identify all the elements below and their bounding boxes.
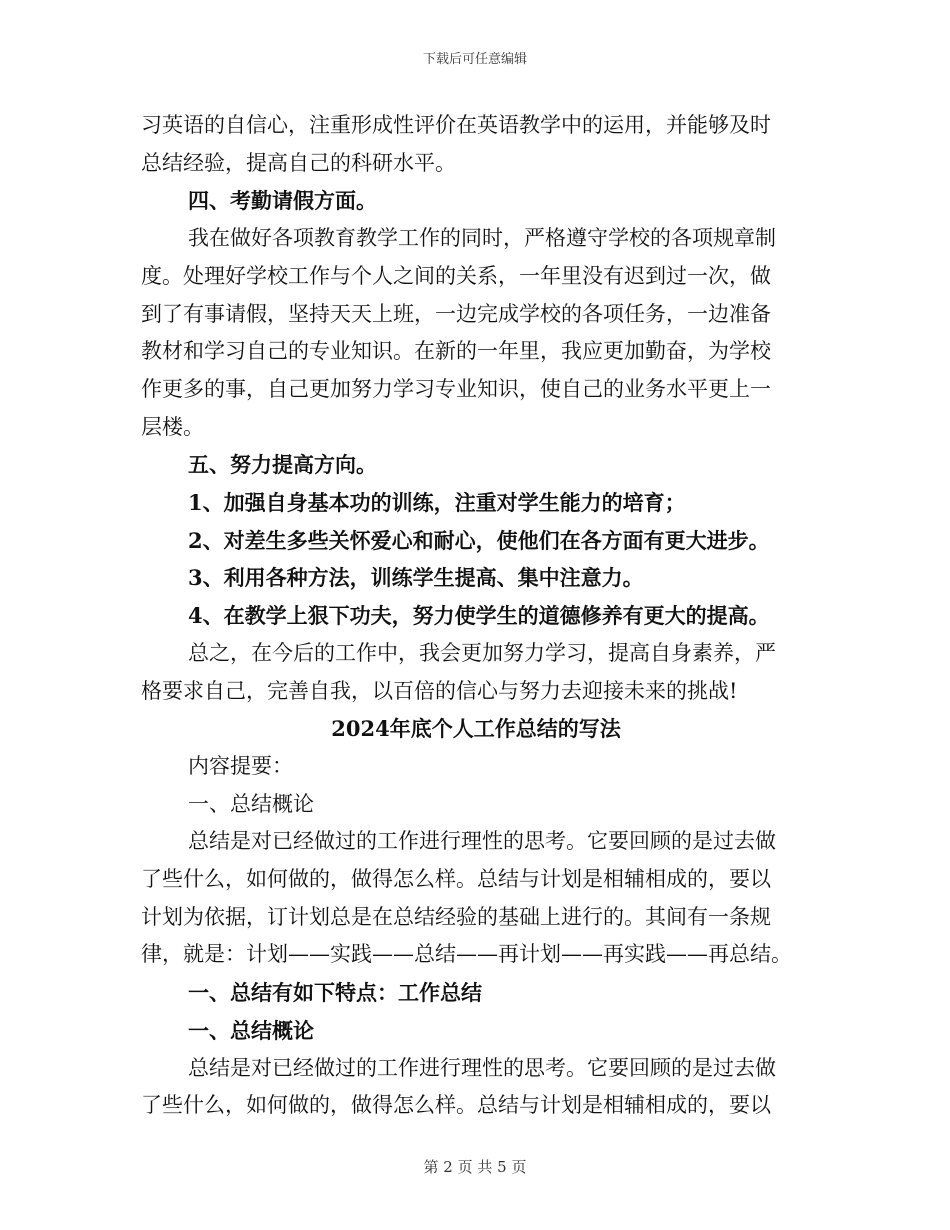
paragraph-line: 了些什么，如何做的，做得怎么样。总结与计划是相辅相成的，要以 — [141, 867, 771, 892]
document-body — [141, 107, 811, 1125]
list-item: 4、在教学上狠下功夫，努力使学生的道德修养有更大的提高。 — [188, 603, 770, 629]
section-heading-features: 一、总结有如下特点：工作总结 — [188, 980, 482, 1006]
paragraph-line: 教材和学习自己的专业知识。在新的一年里，我应更加勤奋，为学校 — [141, 339, 771, 364]
paragraph-line: 习英语的自信心，注重形成性评价在英语教学中的运用，并能够及时 — [141, 113, 771, 137]
paragraph-line: 计划为依据，订计划总是在总结经验的基础上进行的。其间有一条规 — [141, 904, 771, 929]
paragraph-line: 了些什么，如何做的，做得怎么样。总结与计划是相辅相成的，要以 — [141, 1093, 771, 1118]
paragraph-line: 度。处理好学校工作与个人之间的关系，一年里没有迟到过一次，做 — [141, 263, 771, 288]
paragraph-line: 层楼。 — [141, 414, 204, 439]
section-heading-overview: 一、总结概论 — [188, 791, 314, 816]
paragraph-line: 格要求自己，完善自我，以百倍的信心与努力去迎接未来的挑战! — [141, 678, 738, 703]
paragraph-line: 总结经验，提高自己的科研水平。 — [141, 150, 456, 175]
paragraph-line: 总结是对已经做过的工作进行理性的思考。它要回顾的是过去做 — [188, 829, 776, 854]
section-heading-overview-bold: 一、总结概论 — [188, 1017, 314, 1043]
list-item: 3、利用各种方法，训练学生提高、集中注意力。 — [188, 565, 644, 591]
section-heading-improvement: 五、努力提高方向。 — [188, 452, 377, 478]
paragraph-line: 总结是对已经做过的工作进行理性的思考。它要回顾的是过去做 — [188, 1055, 776, 1080]
list-item: 2、对差生多些关怀爱心和耐心，使他们在各方面有更大进步。 — [188, 527, 770, 553]
paragraph-line: 作更多的事，自己更加努力学习专业知识，使自己的业务水平更上一 — [141, 376, 771, 401]
page-number-footer: 第 2 页 共 5 页 — [423, 1158, 527, 1176]
paragraph-line: 我在做好各项教育教学工作的同时，严格遵守学校的各项规章制 — [188, 226, 776, 251]
paragraph-line: 律，就是：计划——实践——总结——再计划——再实践——再总结。 — [141, 942, 792, 967]
section-heading-attendance: 四、考勤请假方面。 — [188, 188, 377, 214]
page-header-note: 下载后可任意编辑 — [422, 52, 527, 67]
paragraph-line: 到了有事请假，坚持天天上班，一边完成学校的各项任务，一边准备 — [141, 301, 771, 326]
abstract-label: 内容提要： — [188, 753, 293, 778]
list-item: 1、加强自身基本功的训练，注重对学生能力的培育； — [188, 490, 686, 516]
document-title: 2024年底个人工作总结的写法 — [331, 716, 621, 742]
paragraph-line: 总之，在今后的工作中，我会更加努力学习，提高自身素养，严 — [188, 640, 776, 665]
